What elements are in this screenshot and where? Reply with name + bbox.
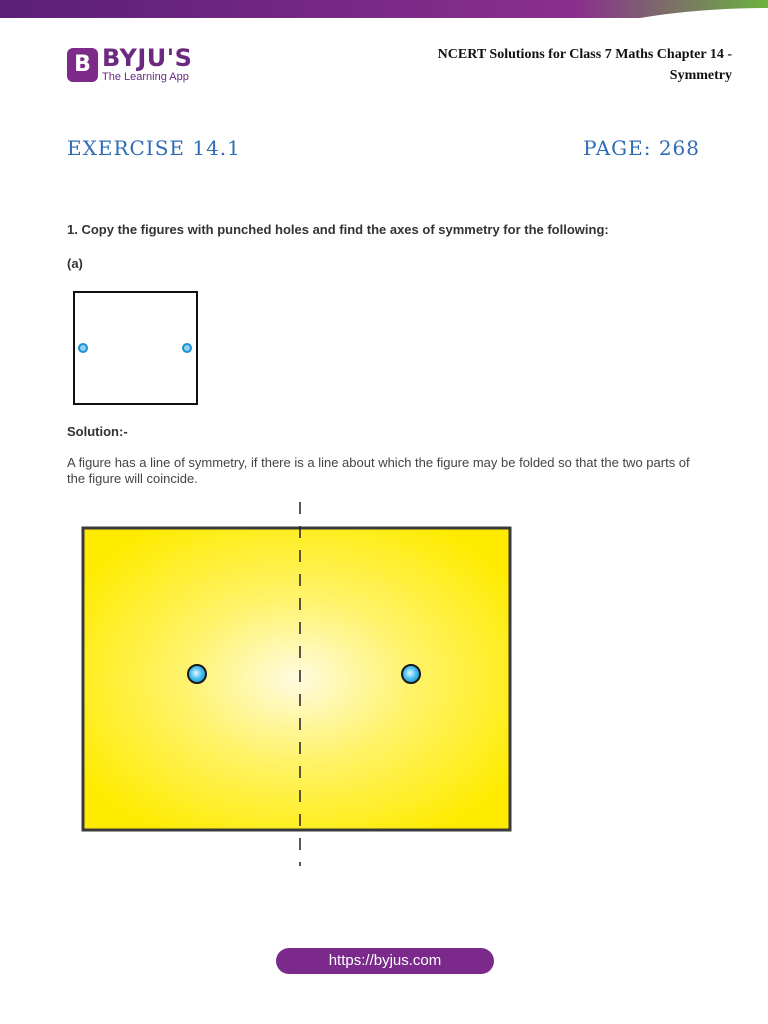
symmetry-figure xyxy=(78,498,518,870)
document-title-line2: Symmetry xyxy=(669,68,732,83)
logo-name: BYJU'S xyxy=(102,44,193,72)
yellow-rectangle xyxy=(83,528,510,830)
square-outline xyxy=(74,292,197,404)
logo-mark: B xyxy=(67,48,98,82)
solution-text: A figure has a line of symmetry, if there is a line about which the figure may be folded so that the two parts of the figure will coincide. xyxy=(67,455,690,486)
footer-url-link[interactable]: https://byjus.com xyxy=(276,948,494,974)
document-title-line1: NCERT Solutions for Class 7 Maths Chapter 14 - xyxy=(437,47,732,62)
hole-left xyxy=(188,665,206,683)
solution-label: Solution:- xyxy=(67,424,128,439)
hole-right xyxy=(183,344,191,352)
document-title xyxy=(438,44,732,86)
hole-right xyxy=(402,665,420,683)
byjus-logo[interactable] xyxy=(67,46,192,83)
exercise-heading: EXERCISE 14.1 xyxy=(67,136,241,160)
question-part-label: (a) xyxy=(67,256,83,271)
header-band xyxy=(0,0,768,22)
page-number: PAGE: 268 xyxy=(583,136,700,160)
hole-left xyxy=(79,344,87,352)
question-text: 1. Copy the figures with punched holes and find the axes of symmetry for the following: xyxy=(67,222,609,237)
logo-tagline: The Learning App xyxy=(102,71,189,83)
punched-square-figure xyxy=(72,290,200,408)
